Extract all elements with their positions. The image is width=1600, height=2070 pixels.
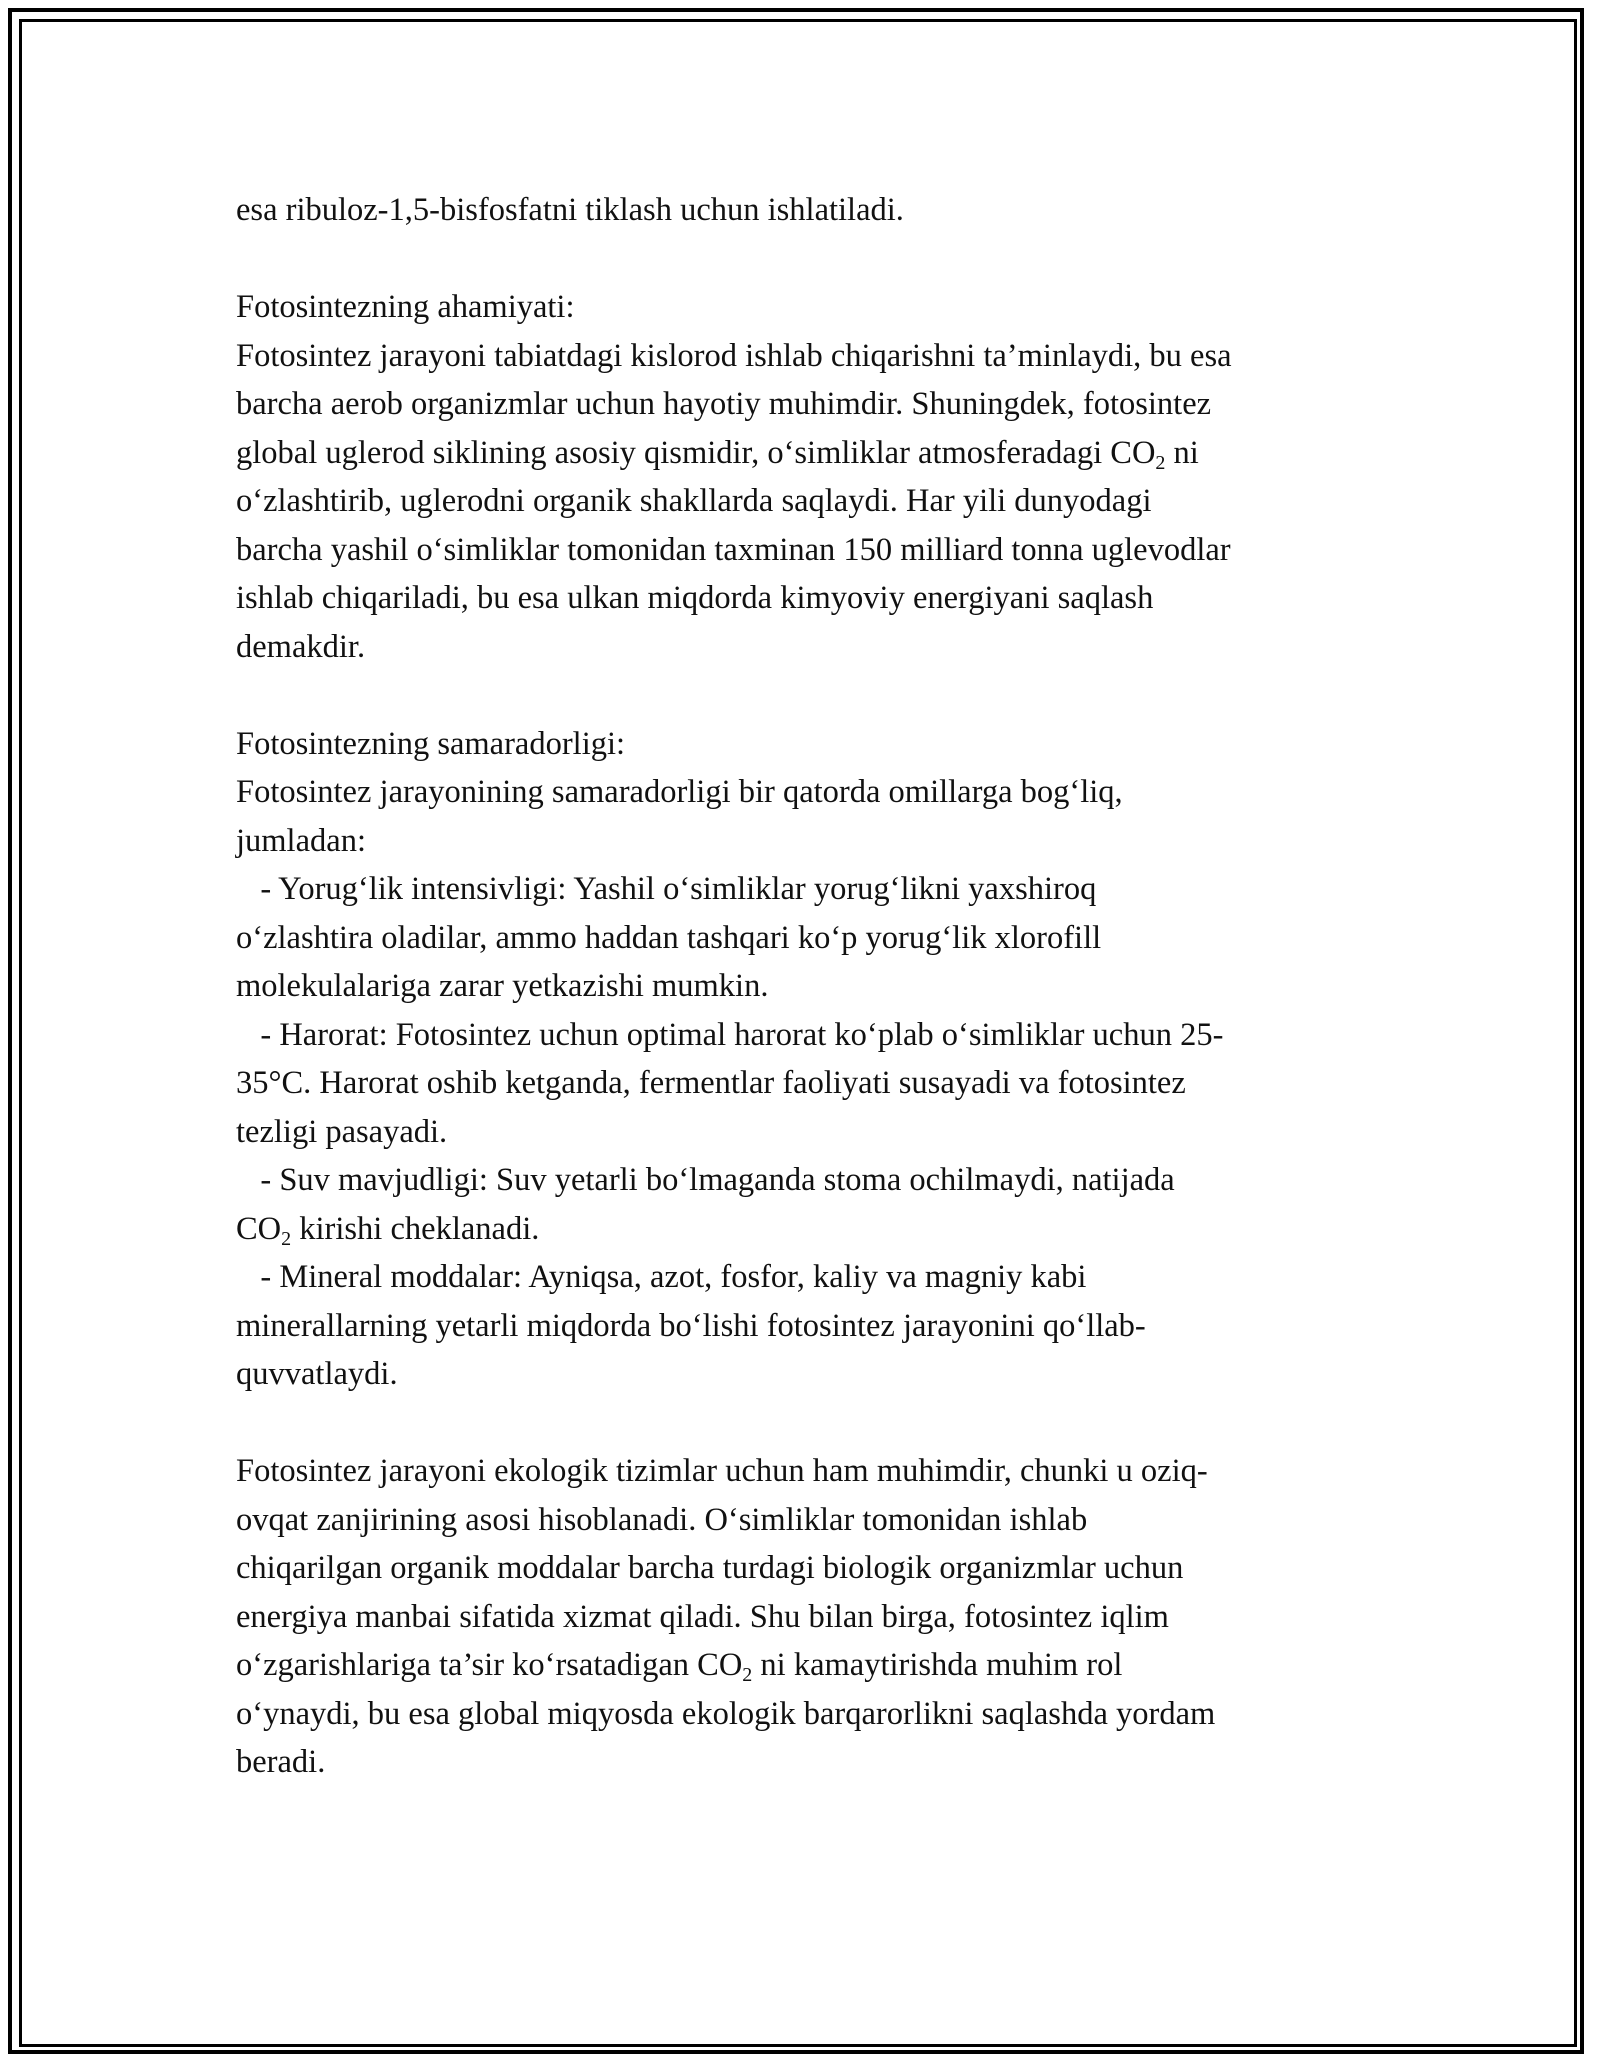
text-segment: ovqat zanjirining asosi hisoblanadi. O‘simliklar tomonidan ishlab bbox=[236, 1501, 1088, 1538]
text-line bbox=[236, 1641, 1366, 1690]
text-segment: ishlab chiqariladi, bu esa ulkan miqdorda kimyoviy energiyani saqlash bbox=[236, 580, 1154, 616]
text-line bbox=[236, 574, 1366, 623]
paragraph-gap bbox=[236, 1399, 1366, 1448]
subscript: 2 bbox=[281, 1227, 292, 1250]
text-line bbox=[236, 962, 1366, 1011]
text-segment: Fotosintez jarayonining samaradorligi bir qatorda omillarga bog‘liq, bbox=[236, 774, 1123, 810]
text-segment: Fotosintez jarayoni ekologik tizimlar uchun ham muhimdir, chunki u oziq- bbox=[236, 1453, 1208, 1489]
text-segment: o‘zlashtirib, uglerodni organik shakllarda saqlaydi. Har yili dunyodagi bbox=[236, 483, 1152, 519]
text-line bbox=[236, 1205, 1366, 1254]
text-line bbox=[236, 1738, 1366, 1787]
text-line bbox=[236, 865, 1366, 914]
text-segment: Fotosintezning ahamiyati: bbox=[236, 289, 575, 325]
text-segment: chiqarilgan organik moddalar barcha turdagi biologik organizmlar uchun bbox=[236, 1550, 1184, 1586]
text-segment: Fotosintez jarayoni tabiatdagi kislorod ishlab chiqarishni ta’minlaydi, bu esa bbox=[236, 337, 1232, 374]
text-line bbox=[236, 1350, 1366, 1399]
text-segment: o‘zgarishlariga ta’sir ko‘rsatadigan CO bbox=[236, 1647, 743, 1683]
text-line bbox=[236, 914, 1366, 963]
text-line bbox=[236, 768, 1366, 817]
text-line bbox=[236, 186, 1366, 235]
text-line bbox=[236, 1302, 1366, 1351]
text-segment: 35°C. Harorat oshib ketganda, fermentlar faoliyati susayadi va fotosintez bbox=[236, 1065, 1186, 1101]
paragraph bbox=[236, 720, 1366, 1399]
text-segment: barcha aerob organizmlar uchun hayotiy muhimdir. Shuningdek, fotosintez bbox=[236, 386, 1212, 422]
text-line bbox=[236, 526, 1366, 575]
text-segment: quvvatlaydi. bbox=[236, 1356, 398, 1392]
text-segment: CO bbox=[236, 1210, 282, 1247]
subscript: 2 bbox=[1155, 451, 1166, 474]
text-segment: esa ribuloz-1,5-bisfosfatni tiklash uchun ishlatiladi. bbox=[236, 192, 904, 228]
text-line bbox=[236, 332, 1366, 381]
text-segment: o‘ynaydi, bu esa global miqyosda ekologik barqarorlikni saqlashda yordam bbox=[236, 1695, 1216, 1732]
text-segment: global uglerod siklining asosiy qismidir, o‘simliklar atmosferadagi CO bbox=[236, 434, 1156, 471]
text-line bbox=[236, 720, 1366, 769]
text-line bbox=[236, 1447, 1366, 1496]
text-line bbox=[236, 1253, 1366, 1302]
text-line bbox=[236, 1690, 1366, 1739]
subscript: 2 bbox=[742, 1664, 753, 1686]
text-line bbox=[236, 1156, 1366, 1205]
text-segment: kirishi cheklanadi. bbox=[291, 1210, 540, 1247]
text-segment: ni kamaytirishda muhim rol bbox=[752, 1647, 1123, 1683]
text-line bbox=[236, 817, 1366, 866]
paragraph bbox=[236, 1447, 1366, 1787]
text-line bbox=[236, 380, 1366, 429]
text-segment: ni bbox=[1165, 434, 1199, 471]
document-body bbox=[236, 186, 1366, 1787]
text-line bbox=[236, 283, 1366, 332]
text-segment: o‘zlashtira oladilar, ammo haddan tashqari ko‘p yorug‘lik xlorofill bbox=[236, 919, 1102, 956]
paragraph bbox=[236, 186, 1366, 235]
text-segment: minerallarning yetarli miqdorda bo‘lishi fotosintez jarayonini qo‘llab- bbox=[236, 1307, 1146, 1344]
paragraph-gap bbox=[236, 671, 1366, 720]
text-line bbox=[236, 1496, 1366, 1545]
text-segment: beradi. bbox=[236, 1744, 326, 1780]
text-line bbox=[236, 1544, 1366, 1593]
text-line bbox=[236, 1108, 1366, 1157]
text-segment: jumladan: bbox=[236, 822, 366, 859]
text-line bbox=[236, 1593, 1366, 1642]
paragraph bbox=[236, 283, 1366, 671]
text-segment: molekulalariga zarar yetkazishi mumkin. bbox=[236, 968, 769, 1004]
paragraph-gap bbox=[236, 235, 1366, 284]
text-segment: tezligi pasayadi. bbox=[236, 1113, 448, 1150]
text-line bbox=[236, 623, 1366, 672]
text-segment: demakdir. bbox=[236, 628, 366, 665]
text-segment: - Harorat: Fotosintez uchun optimal harorat ko‘plab o‘simliklar uchun 25- bbox=[236, 1016, 1224, 1053]
text-segment: energiya manbai sifatida xizmat qiladi. Shu bilan birga, fotosintez iqlim bbox=[236, 1598, 1169, 1635]
text-segment: barcha yashil o‘simliklar tomonidan taxminan 150 milliard tonna uglevodlar bbox=[236, 531, 1231, 568]
text-segment: - Yorug‘lik intensivligi: Yashil o‘simliklar yorug‘likni yaxshiroq bbox=[236, 871, 1097, 907]
text-line bbox=[236, 1059, 1366, 1108]
text-line bbox=[236, 429, 1366, 478]
text-segment: Fotosintezning samaradorligi: bbox=[236, 725, 626, 762]
text-line bbox=[236, 477, 1366, 526]
text-line bbox=[236, 1011, 1366, 1060]
text-segment: - Suv mavjudligi: Suv yetarli bo‘lmaganda stoma ochilmaydi, natijada bbox=[236, 1162, 1175, 1198]
text-segment: - Mineral moddalar: Ayniqsa, azot, fosfor, kaliy va magniy kabi bbox=[236, 1259, 1087, 1295]
